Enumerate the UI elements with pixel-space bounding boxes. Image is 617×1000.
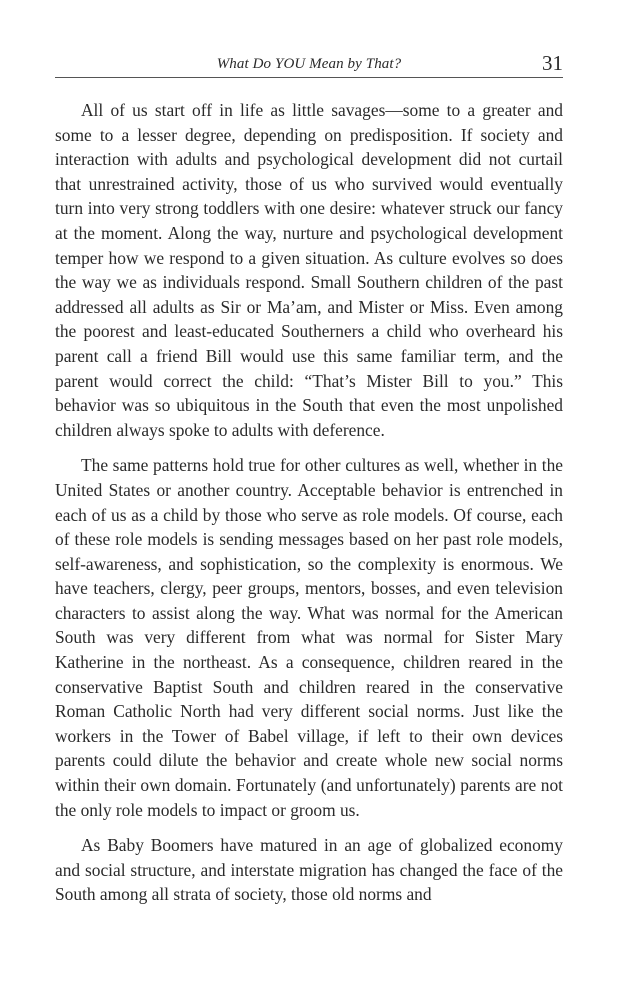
paragraph-2: The same patterns hold true for other cultures as well, whether in the United States or another country. Acceptable behavior is entrenched in each of us as a child by those who serve as role models. Of course, each of these role models is sending messages based on her past role models, self-awareness, and sophistication, so the complexity is enormous. We have teachers, clergy, peer groups, mentors, bosses, and even television characters to assist along the way. What was normal for the American South was very different from what was normal for Sister Mary Katherine in the northeast. As a consequence, children reared in the conservative Baptist South and children reared in the conservative Roman Catholic North had very different social norms. Just like the workers in the Tower of Babel village, if left to their own devices parents could dilute the behavior and create whole new social norms within their own domain. Fortunately (and unfortunately) parents are not the only role models to impact or groom us. bbox=[55, 455, 563, 820]
paragraph-1: All of us start off in life as little savages—some to a greater and some to a lesser degree, depending on predisposition. If society and interaction with adults and psychological development did not curtail that unrestrained activity, those of us who survived would eventually turn into very strong toddlers with one desire: whatever struck our fancy at the moment. Along the way, nurture and psychological development temper how we respond to a given situation. As culture evolves so does the way we as individuals respond. Small Southern children of the past addressed all adults as Sir or Ma’am, and Mister or Miss. Even among the poorest and least-educated Southerners a child who overheard his parent call a friend Bill would use this same familiar term, and the parent would correct the child: “That’s Mister Bill to you.” This behavior was so ubiquitous in the South that even the most unpolished children always spoke to adults with deference. bbox=[55, 100, 563, 440]
running-head bbox=[55, 50, 563, 78]
book-page bbox=[55, 50, 563, 918]
running-title: What Do YOU Mean by That? bbox=[216, 56, 402, 72]
body-text bbox=[55, 98, 563, 907]
paragraph-3: As Baby Boomers have matured in an age of globalized economy and social structure, and interstate migration has changed the face of the South among all strata of society, those old norms and bbox=[55, 835, 563, 905]
page-number: 31 bbox=[542, 51, 563, 75]
